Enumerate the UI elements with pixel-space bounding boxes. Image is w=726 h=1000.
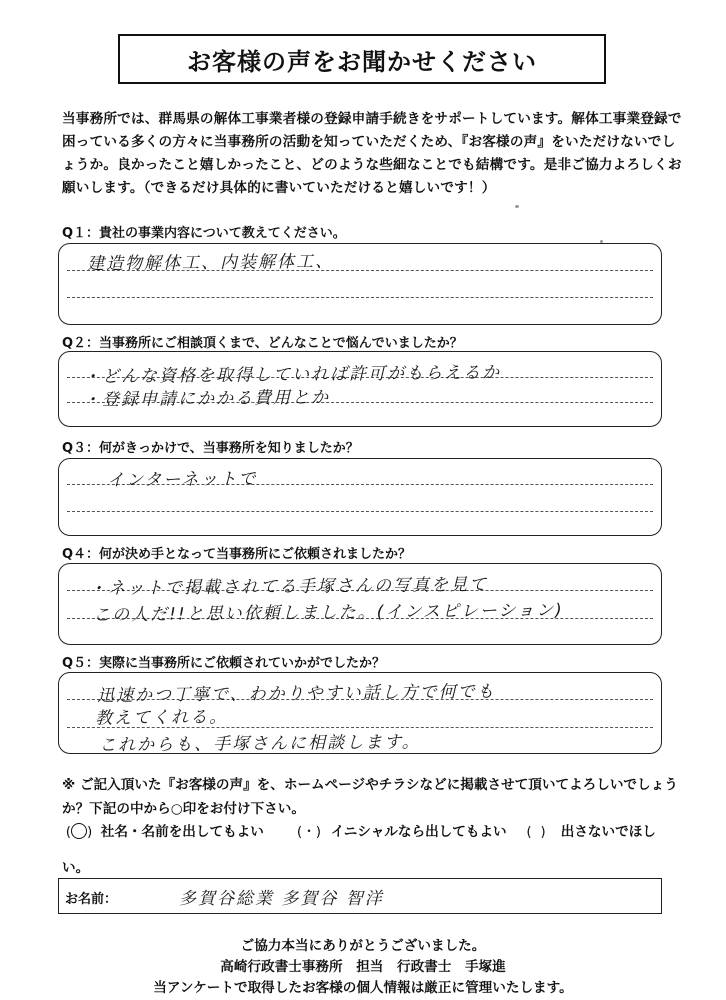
consent-option-full-name[interactable]: ( ) 社名・名前を出してもよい [65, 824, 264, 840]
consent-option-label: 社名・名前を出してもよい [100, 824, 264, 840]
question-2-answer-line-1: ・どんな資格を取得していれば許可がもらえるか [82, 362, 502, 388]
question-5-answer-box [58, 672, 662, 754]
question-2-answer-line-2: ・登録申請にかかる費用とか [82, 387, 331, 411]
consent-option-none[interactable]: ( ) 出さないでほし [526, 824, 656, 840]
dot-mark-icon: ・ [302, 824, 316, 840]
question-5-label: Q５：実際に当事務所にご依頼されていかがでしたか？ [62, 656, 386, 671]
question-4-answer-box [58, 563, 662, 645]
question-4-answer-line-2: この人だ!!と思い依頼しました。(インスピレーション) [92, 600, 564, 626]
question-1-label: Q１：貴社の事業内容について教えてください。 [62, 226, 346, 241]
footer-thanks: ご協力本当にありがとうございました。 [240, 938, 486, 954]
answer-rule [67, 511, 653, 512]
consent-option-initials[interactable]: (・) イニシャルなら出してもよい [296, 824, 507, 840]
answer-rule [67, 297, 653, 298]
scan-speck [600, 240, 603, 243]
consent-option-label: イニシャルなら出してもよい [330, 824, 507, 840]
question-3-label: Q３：何がきっかけで、当事務所を知りましたか？ [62, 441, 359, 456]
name-field-label: お名前： [65, 892, 118, 907]
name-field-value: 多賀谷総業 多賀谷 智洋 [179, 889, 384, 909]
footer-office: 高崎行政書士事務所 担当 行政書士 手塚進 [220, 959, 506, 975]
question-1-answer-box [58, 243, 662, 325]
question-2-answer-box [58, 351, 662, 427]
footer-privacy-note: 当アンケートで取得したお客様の個人情報は厳正に管理いたします。 [153, 980, 573, 996]
question-3-answer-line-1: インターネットで [106, 469, 258, 491]
publication-consent-note: ※ ご記入頂いた『お客様の声』を、ホームページやチラシなどに掲載させて頂いてよろしいでしょうか？下記の中から○印をお付け下さい。 [62, 777, 678, 817]
consent-option-label: 出さないでほし [560, 824, 656, 840]
consent-options-continued: い。 [62, 860, 90, 876]
question-3-answer-box [58, 458, 662, 536]
question-4-answer-line-1: ・ネットで掲載されてる手塚さんの写真を見て [88, 574, 489, 600]
intro-paragraph: 当事務所では、群馬県の解体工事業者様の登録申請手続きをサポートしています。解体工事業登録で困っている多くの方々に当事務所の活動を知っていただくため、『お客様の声』をいただけないでしょうか。良かったこと嬉しかったこと、どのような些細なことでも結構です。是非ご協力よろしくお願いします。（できるだけ具体的に書いていただけると嬉しいです！） [62, 111, 682, 196]
name-field-box[interactable] [58, 878, 662, 914]
page-title: お客様の声をお聞かせください [118, 34, 606, 84]
question-2-label: Q２：当事務所にご相談頂くまで、どんなことで悩んでいましたか？ [62, 336, 463, 351]
question-4-label: Q４：何が決め手となって当事務所にご依頼されましたか？ [62, 547, 412, 562]
circle-mark-icon [71, 823, 87, 839]
question-1-answer-line-1: 建造物解体工、内装解体工、 [86, 251, 335, 275]
question-5-answer-line-2: 教えてくれる。 [94, 707, 229, 729]
question-5-answer-line-1: 迅速かつ丁寧で、わかりやすい話し方で何でも [96, 681, 496, 707]
question-5-answer-line-3: これからも、手塚さんに相談します。 [98, 732, 421, 756]
scan-speck [515, 205, 519, 208]
